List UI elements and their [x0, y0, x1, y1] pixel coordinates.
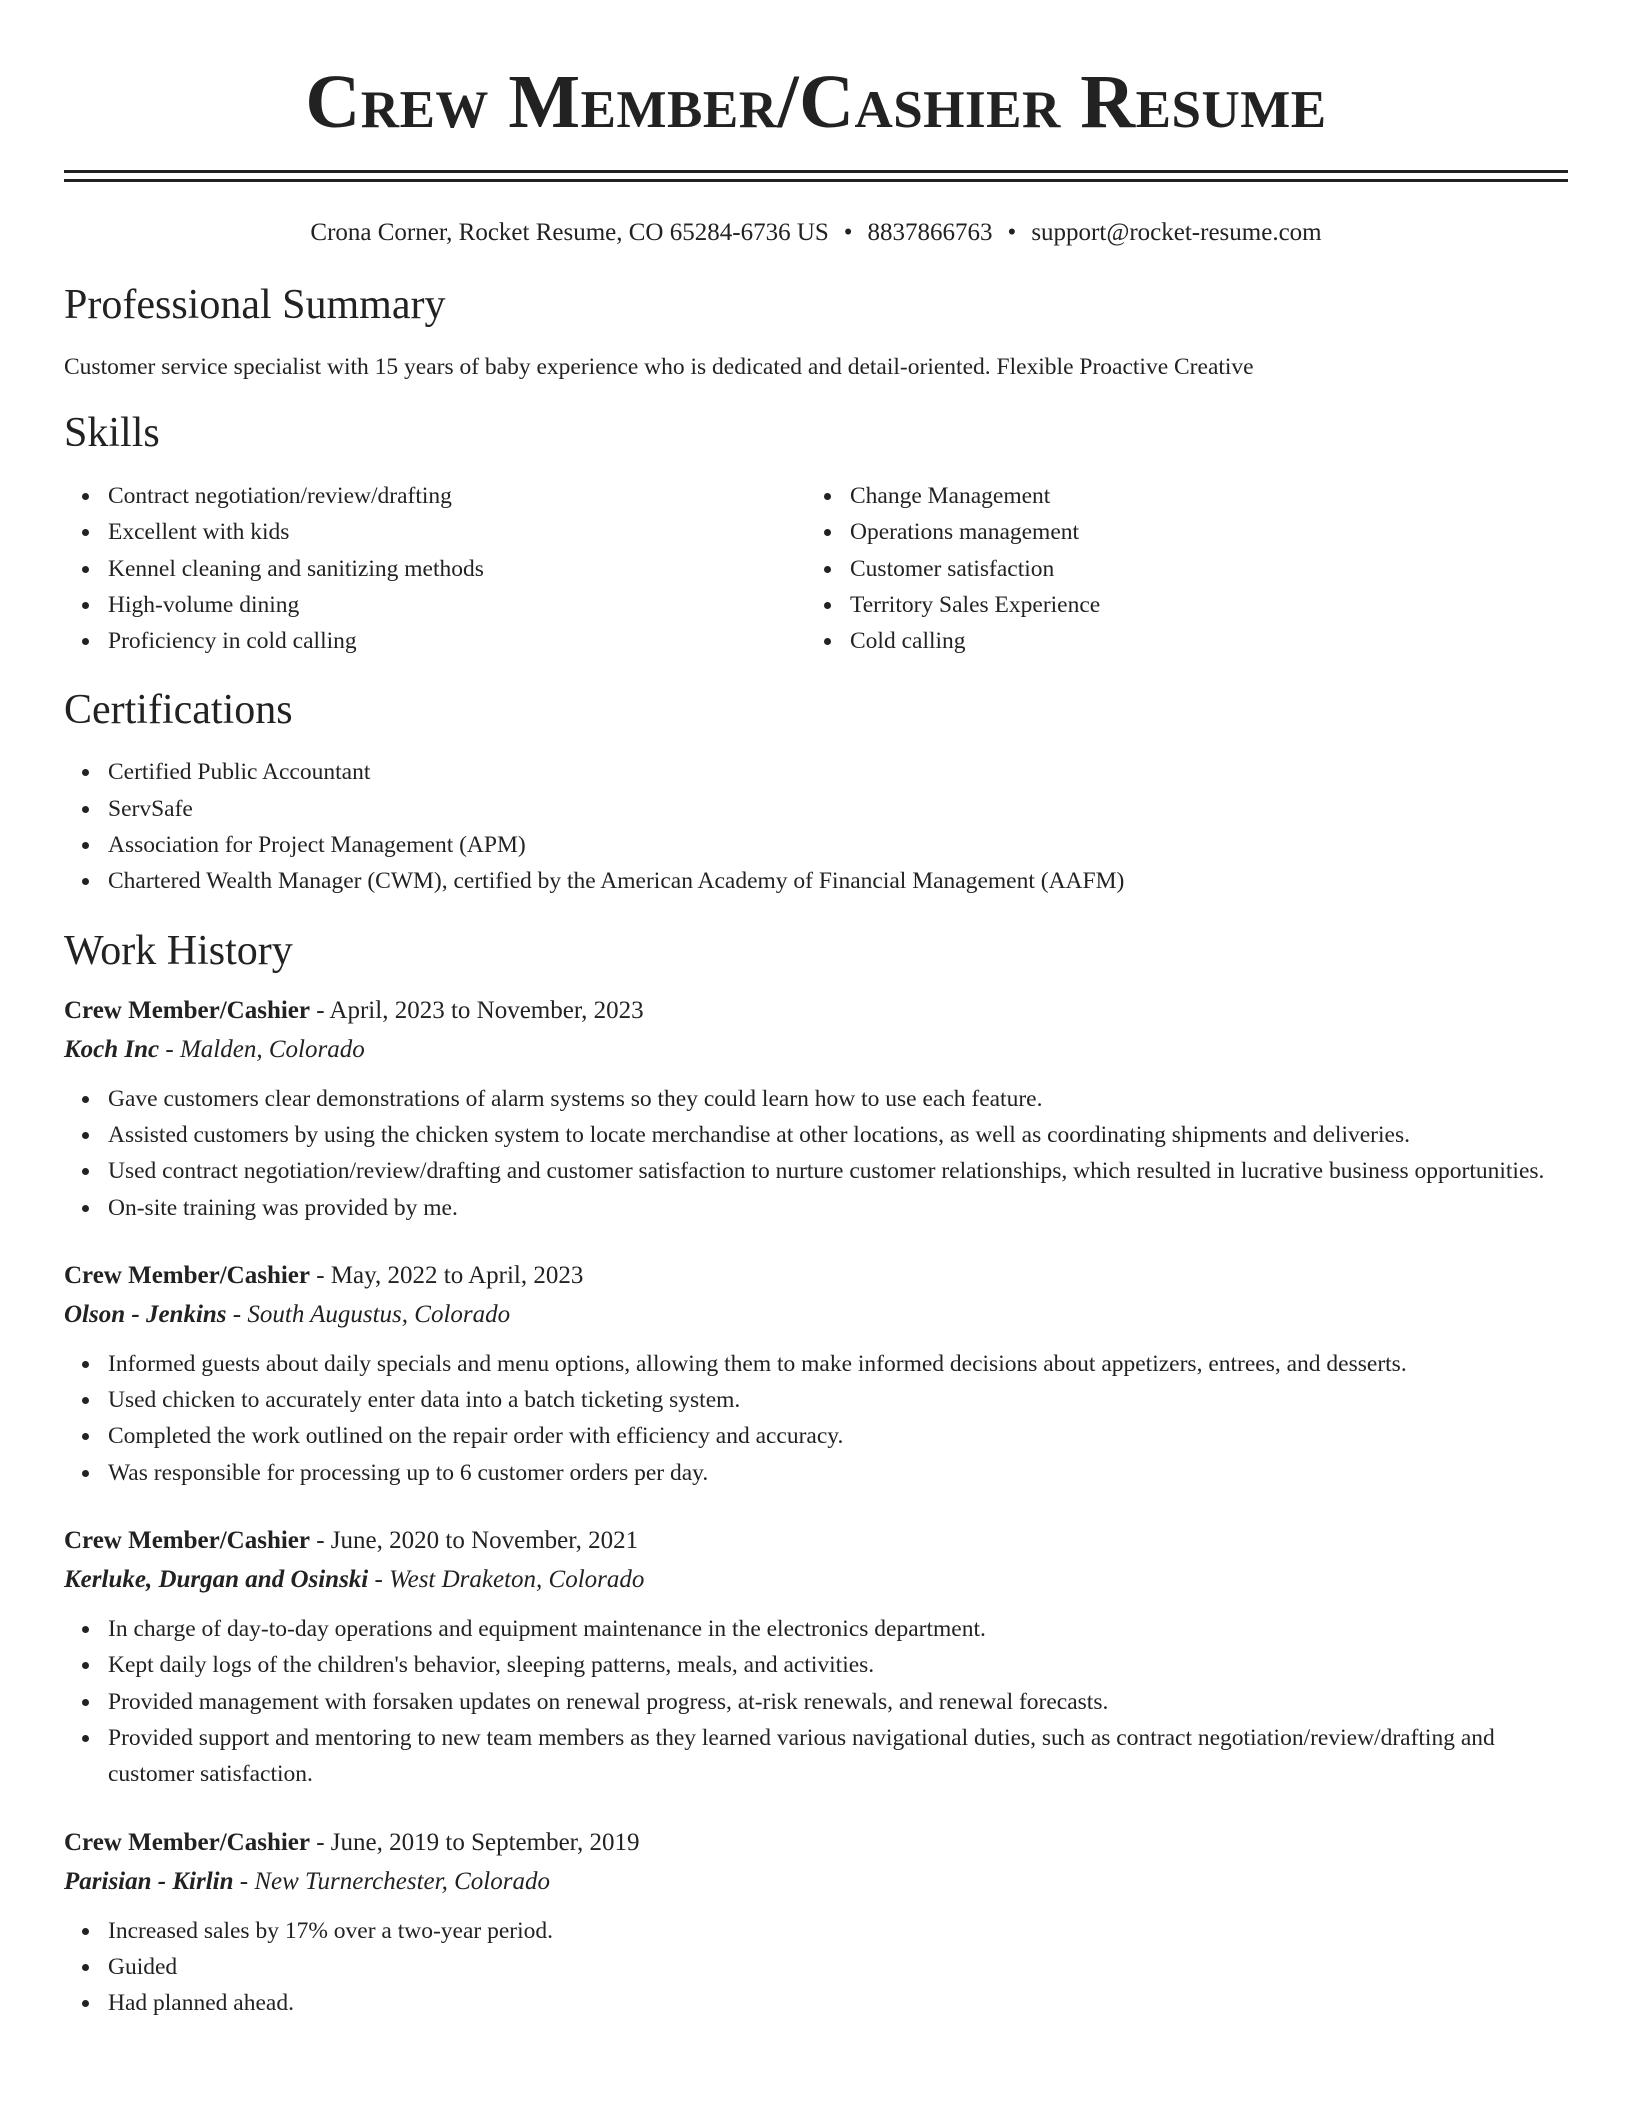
job-title: Crew Member/Cashier — [64, 1527, 310, 1555]
skill-item: Territory Sales Experience — [850, 587, 1548, 623]
job-dates: - May, 2022 to April, 2023 — [309, 1261, 584, 1289]
skill-item: Proficiency in cold calling — [108, 623, 806, 659]
resume-page — [64, 0, 1568, 2021]
skills-list-left — [64, 478, 806, 659]
certification-item: Certified Public Accountant — [108, 754, 1568, 790]
job-duty: Increased sales by 17% over a two-year period. — [108, 1913, 1568, 1949]
certification-item: ServSafe — [108, 791, 1568, 827]
job-duty: Gave customers clear demonstrations of alarm systems so they could learn how to use each feature. — [108, 1081, 1568, 1117]
job-dates: - April, 2023 to November, 2023 — [309, 996, 644, 1024]
job-title: Crew Member/Cashier — [64, 1261, 310, 1289]
job-company-line — [64, 1032, 1568, 1068]
job-title: Crew Member/Cashier — [64, 1828, 310, 1856]
job-company: Parisian - Kirlin — [64, 1867, 234, 1895]
job-company-line — [64, 1864, 1568, 1900]
job-company: Koch Inc — [64, 1035, 160, 1063]
job-entry — [64, 1523, 1568, 1792]
job-title-line — [64, 1825, 1568, 1861]
job-duty: Used chicken to accurately enter data into a batch ticketing system. — [108, 1382, 1568, 1418]
skill-item: Contract negotiation/review/drafting — [108, 478, 806, 514]
job-duty: Informed guests about daily specials and menu options, allowing them to make informed decisions about appetizers, entrees, and desserts. — [108, 1346, 1568, 1382]
job-duties — [64, 1346, 1568, 1491]
job-location: - West Draketon, Colorado — [368, 1566, 645, 1594]
job-title-line — [64, 1258, 1568, 1294]
job-duty: On-site training was provided by me. — [108, 1190, 1568, 1226]
job-duties — [64, 1913, 1568, 2022]
certifications-heading: Certifications — [64, 687, 293, 734]
job-duty: Assisted customers by using the chicken system to locate merchandise at other locations, as well as coordinating shipments and deliveries. — [108, 1117, 1568, 1153]
job-dates: - June, 2019 to September, 2019 — [309, 1828, 640, 1856]
skill-item: Kennel cleaning and sanitizing methods — [108, 551, 806, 587]
contact-phone: 8837866763 — [867, 219, 993, 246]
certifications-list — [64, 754, 1568, 899]
job-entry — [64, 1825, 1568, 2022]
job-duty: Used contract negotiation/review/drafting and customer satisfaction to nurture customer relationships, which resulted in lucrative business opportunities. — [108, 1153, 1568, 1189]
skill-item: Operations management — [850, 514, 1548, 550]
skill-item: Cold calling — [850, 623, 1548, 659]
skills-list-right — [806, 478, 1548, 659]
job-company-line — [64, 1562, 1568, 1598]
title-rule-top — [64, 170, 1568, 173]
job-duties — [64, 1081, 1568, 1226]
job-duty: Guided — [108, 1949, 1568, 1985]
certification-item: Chartered Wealth Manager (CWM), certified by the American Academy of Financial Management (AAFM) — [108, 863, 1568, 899]
job-entry — [64, 1258, 1568, 1491]
skill-item: Excellent with kids — [108, 514, 806, 550]
job-duty: Had planned ahead. — [108, 1985, 1568, 2021]
contact-address: Crona Corner, Rocket Resume, CO 65284-6736 US — [310, 219, 829, 246]
job-duty: Was responsible for processing up to 6 customer orders per day. — [108, 1455, 1568, 1491]
job-company-line — [64, 1297, 1568, 1333]
summary-heading: Professional Summary — [64, 282, 446, 328]
job-dates: - June, 2020 to November, 2021 — [309, 1527, 639, 1555]
certification-item: Association for Project Management (APM) — [108, 827, 1568, 863]
job-duties — [64, 1611, 1568, 1792]
skill-item: Change Management — [850, 478, 1548, 514]
job-company: Kerluke, Durgan and Osinski — [64, 1566, 369, 1594]
job-entry — [64, 993, 1568, 1226]
resume-title: Crew Member/Cashier Resume — [305, 60, 1327, 144]
contact-separator: • — [1007, 219, 1017, 246]
job-duty: Kept daily logs of the children's behavior, sleeping patterns, meals, and activities. — [108, 1647, 1568, 1683]
job-title: Crew Member/Cashier — [64, 996, 310, 1024]
skills-grid — [64, 478, 1568, 659]
job-location: - Malden, Colorado — [159, 1035, 365, 1063]
job-duty: Provided support and mentoring to new team members as they learned various navigational duties, such as contract negotiation/review/drafting and customer satisfaction. — [108, 1720, 1568, 1793]
skills-heading: Skills — [64, 410, 160, 456]
job-location: - South Augustus, Colorado — [226, 1300, 511, 1328]
job-duty: Provided management with forsaken updates on renewal progress, at-risk renewals, and renewal forecasts. — [108, 1684, 1568, 1720]
job-duty: In charge of day-to-day operations and equipment maintenance in the electronics department. — [108, 1611, 1568, 1647]
job-title-line — [64, 993, 1568, 1029]
job-location: - New Turnerchester, Colorado — [233, 1867, 550, 1895]
title-rule-bottom — [64, 179, 1568, 182]
job-title-line — [64, 1523, 1568, 1559]
job-duty: Completed the work outlined on the repair order with efficiency and accuracy. — [108, 1418, 1568, 1454]
work-history-heading: Work History — [64, 927, 293, 974]
skill-item: Customer satisfaction — [850, 551, 1548, 587]
contact-separator: • — [843, 219, 853, 246]
skills-column-right — [806, 478, 1548, 659]
summary-text: Customer service specialist with 15 years of baby experience who is dedicated and detail-oriented. Flexible Proactive Creative — [64, 354, 1254, 380]
skills-column-left — [64, 478, 806, 659]
contact-line — [64, 216, 1568, 250]
job-company: Olson - Jenkins — [64, 1300, 227, 1328]
contact-email: support@rocket-resume.com — [1031, 219, 1322, 246]
skill-item: High-volume dining — [108, 587, 806, 623]
